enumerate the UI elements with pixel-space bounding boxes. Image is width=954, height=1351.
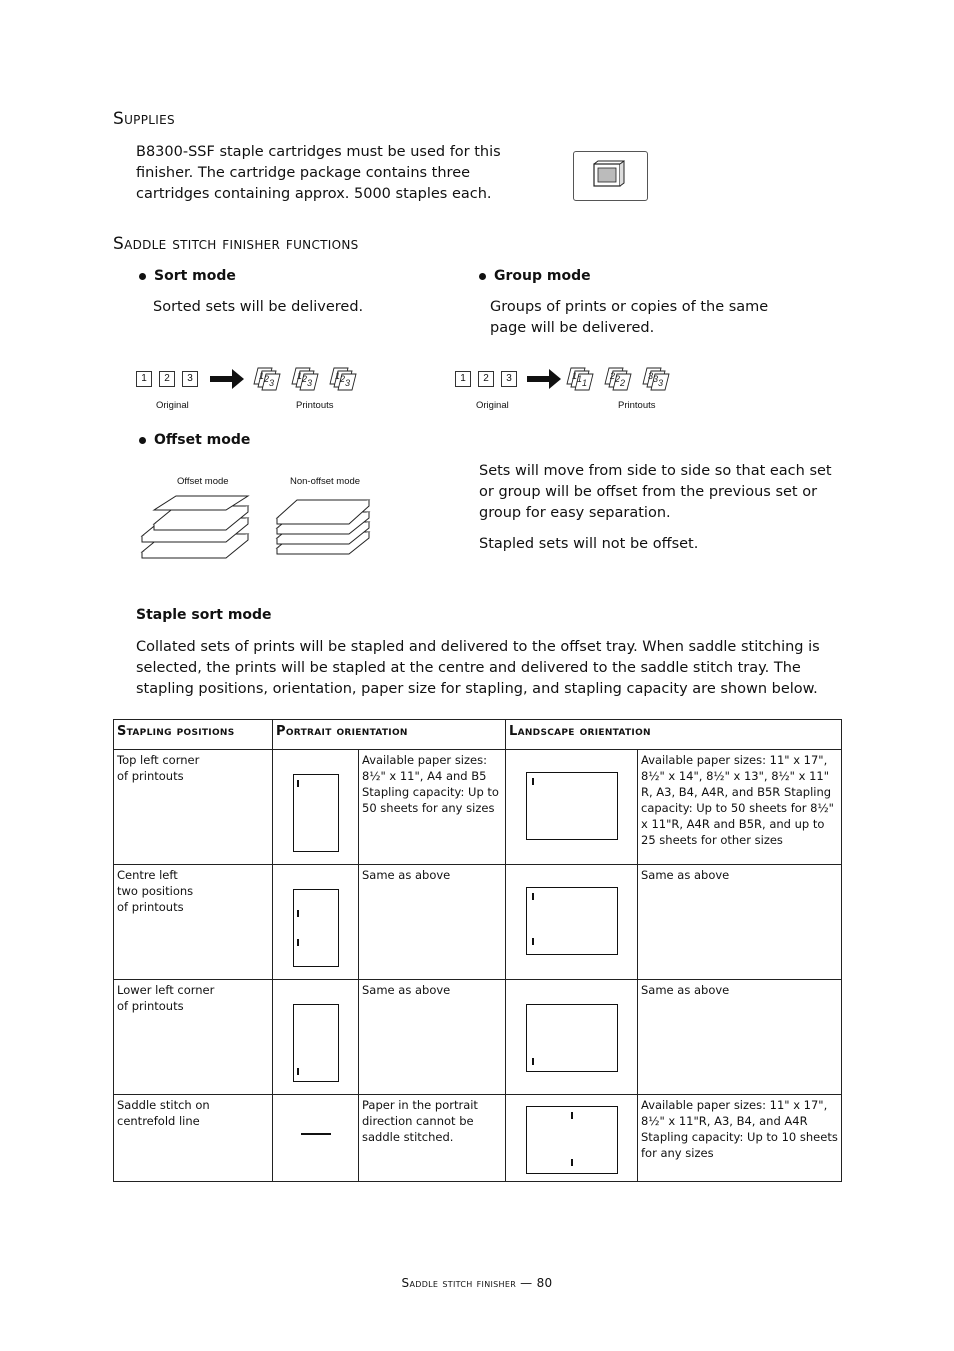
portrait-info-cell: Same as above [359,865,506,980]
svg-text:1: 1 [259,371,265,381]
landscape-diagram-cell [506,865,638,980]
staple-cartridge-image [573,151,648,201]
svg-text:1: 1 [572,371,578,381]
landscape-diagram-cell [506,1095,638,1182]
bullet-icon [479,273,486,280]
svg-text:1: 1 [297,371,303,381]
arrow-right-icon [527,368,563,390]
offset-stack-icon [140,494,250,568]
sort-mode-desc: Sorted sets will be delivered. [153,299,364,315]
nonoffset-stack-icon [275,494,373,564]
table-header-row [114,720,842,750]
svg-text:2: 2 [264,374,270,384]
functions-heading: Saddle stitch finisher functions [113,234,359,254]
group-mode-label: Group mode [494,268,591,284]
portrait-diagram-cell [273,865,359,980]
page-1-icon: 1 [455,371,471,387]
svg-text:2: 2 [340,374,346,384]
bullet-icon [139,273,146,280]
group-original-label: Original [476,400,509,411]
landscape-info-cell: Available paper sizes: 11" x 17", 8½" x 11"R, A3, B4, and A4R Stapling capacity: Up to 10 sheets for any sizes [638,1095,842,1182]
landscape-info-cell: Same as above [638,865,842,980]
svg-text:3: 3 [658,378,664,388]
header-landscape: Landscape orientation [506,720,842,750]
portrait-diagram-cell [273,1095,359,1182]
sort-original-label: Original [156,400,189,411]
page-3-icon: 3 [182,371,198,387]
page-footer: Saddle stitch finisher — 80 [401,1276,553,1290]
staple-sort-title: Staple sort mode [136,607,272,623]
table-row [114,865,842,980]
svg-text:2: 2 [615,374,621,384]
table-row [114,980,842,1095]
landscape-page-icon [526,1004,618,1072]
portrait-diagram-cell [273,980,359,1095]
table-row [114,750,842,865]
portrait-diagram-cell [273,750,359,865]
nonoffset-diagram-label: Non-offset mode [290,476,361,487]
landscape-diagram-cell [506,980,638,1095]
supplies-text: B8300-SSF staple cartridges must be used for this finisher. The cartridge package contains three cartridges containing approx. 5000 staples each. [136,144,501,202]
svg-text:3: 3 [269,378,275,388]
svg-text:3: 3 [345,378,351,388]
svg-text:2: 2 [620,378,626,388]
position-cell: Lower left corner of printouts [114,980,273,1095]
sort-mode-diagram [136,364,376,414]
portrait-info-cell: Same as above [359,980,506,1095]
page-3-icon: 3 [501,371,517,387]
position-cell: Saddle stitch on centrefold line [114,1095,273,1182]
portrait-info-cell: Paper in the portrait direction cannot be saddle stitched. [359,1095,506,1182]
group-mode-diagram [455,364,695,414]
bullet-icon [139,437,146,444]
page-1-icon: 1 [136,371,152,387]
offset-diagram-label: Offset mode [177,476,229,487]
centrefold-line-icon [301,1133,331,1135]
header-portrait: Portrait orientation [273,720,506,750]
sorted-printouts-icon [252,364,367,394]
staple-sort-desc: Collated sets of prints will be stapled and delivered to the offset tray. When saddle stitching is selected, the prints will be stapled at the centre and delivered to the saddle stitch tray. The stapling positions, orientation, paper size for stapling, and stapling capacity are shown below. [136,639,820,697]
offset-mode-note: Stapled sets will not be offset. [479,536,699,552]
landscape-info-cell: Same as above [638,980,842,1095]
arrow-right-icon [210,368,246,390]
landscape-page-icon [526,887,618,955]
supplies-heading: Supplies [113,109,175,129]
table-row [114,1095,842,1182]
svg-text:2: 2 [302,374,308,384]
sort-mode-label: Sort mode [154,268,236,284]
offset-mode-label: Offset mode [154,432,251,448]
svg-text:3: 3 [307,378,313,388]
svg-text:1: 1 [577,374,583,384]
landscape-diagram-cell [506,750,638,865]
svg-text:1: 1 [335,371,341,381]
portrait-page-icon [293,774,339,852]
group-mode-desc: Groups of prints or copies of the same page will be delivered. [490,299,769,336]
header-stapling-positions: Stapling positions [114,720,273,750]
page-2-icon: 2 [159,371,175,387]
group-printouts-label: Printouts [618,400,656,411]
sort-printouts-label: Printouts [296,400,334,411]
position-cell: Top left corner of printouts [114,750,273,865]
portrait-page-icon [293,889,339,967]
svg-text:1: 1 [582,378,588,388]
svg-text:3: 3 [648,371,654,381]
group-mode-title [479,268,591,284]
offset-mode-desc: Sets will move from side to side so that each set or group will be offset from the previous set or group for easy separation. [479,463,832,521]
portrait-page-icon [293,1004,339,1082]
portrait-info-cell: Available paper sizes: 8½" x 11", A4 and B5 Stapling capacity: Up to 50 sheets for any sizes [359,750,506,865]
offset-mode-title [139,432,250,448]
stapling-table [113,719,842,1182]
landscape-page-icon [526,1106,618,1174]
landscape-info-cell: Available paper sizes: 11" x 17", 8½" x 14", 8½" x 13", 8½" x 11" R, A3, B4, A4R, and B5R Stapling capacity: Up to 50 sheets for 8½" x 11"R, A4R and B5R, and up to 25 sheets for other sizes [638,750,842,865]
svg-text:2: 2 [610,371,616,381]
sort-mode-title [139,268,236,284]
position-cell: Centre left two positions of printouts [114,865,273,980]
page-2-icon: 2 [478,371,494,387]
svg-text:3: 3 [653,374,659,384]
grouped-printouts-icon [565,364,680,394]
landscape-page-icon [526,772,618,840]
